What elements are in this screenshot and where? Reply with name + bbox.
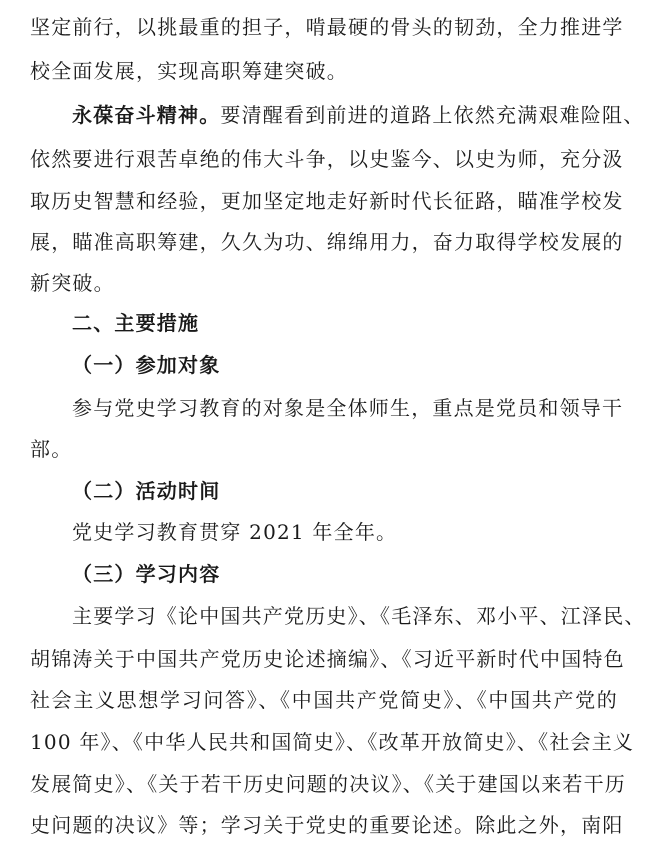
paragraph-line: 发展简史》、《关于若干历史问题的决议》、《关于建国以来若干历 (30, 772, 626, 796)
paragraph-lead-bold: 永葆奋斗精神。 (72, 103, 221, 127)
paragraph-line: 史问题的决议》等；学习关于党史的重要论述。除此之外，南阳 (30, 813, 624, 837)
paragraph-line: 展，瞄准高职筹建，久久为功、绵绵用力，奋力取得学校发展的 (30, 230, 624, 254)
subsection-heading: （三）学习内容 (72, 562, 221, 586)
subsection-heading: （一）参加对象 (72, 353, 221, 377)
paragraph-line: 社会主义思想学习问答》、《中国共产党简史》、《中国共产党的 (30, 688, 618, 712)
paragraph-text: 要清醒看到前进的道路上依然充满艰难险阻、 (220, 103, 645, 127)
paragraph-line: 主要学习《论中国共产党历史》、《毛泽东、邓小平、江泽民、 (72, 604, 646, 628)
section-heading: 二、主要措施 (72, 311, 200, 335)
paragraph-line: 胡锦涛关于中国共产党历史论述摘编》、《习近平新时代中国特色 (30, 647, 625, 671)
paragraph-line: 100 年》、《中华人民共和国简史》、《改革开放简史》、《社会主义 (30, 730, 635, 754)
paragraph-line: 参与党史学习教育的对象是全体师生，重点是党员和领导干 (72, 396, 624, 420)
paragraph-line: 依然要进行艰苦卓绝的伟大斗争，以史鉴今、以史为师，充分汲 (30, 147, 624, 171)
paragraph-line: 坚定前行，以挑最重的担子，啃最硬的骨头的韧劲，全力推进学 (30, 15, 624, 39)
paragraph-line: 取历史智慧和经验，更加坚定地走好新时代长征路，瞄准学校发 (30, 189, 624, 213)
subsection-heading: （二）活动时间 (72, 479, 221, 503)
paragraph-line (72, 102, 645, 128)
paragraph-line: 党史学习教育贯穿 2021 年全年。 (72, 520, 398, 544)
paragraph-line: 部。 (30, 437, 73, 461)
paragraph-line: 新突破。 (30, 271, 115, 295)
paragraph-line: 校全面发展，实现高职筹建突破。 (30, 59, 348, 83)
